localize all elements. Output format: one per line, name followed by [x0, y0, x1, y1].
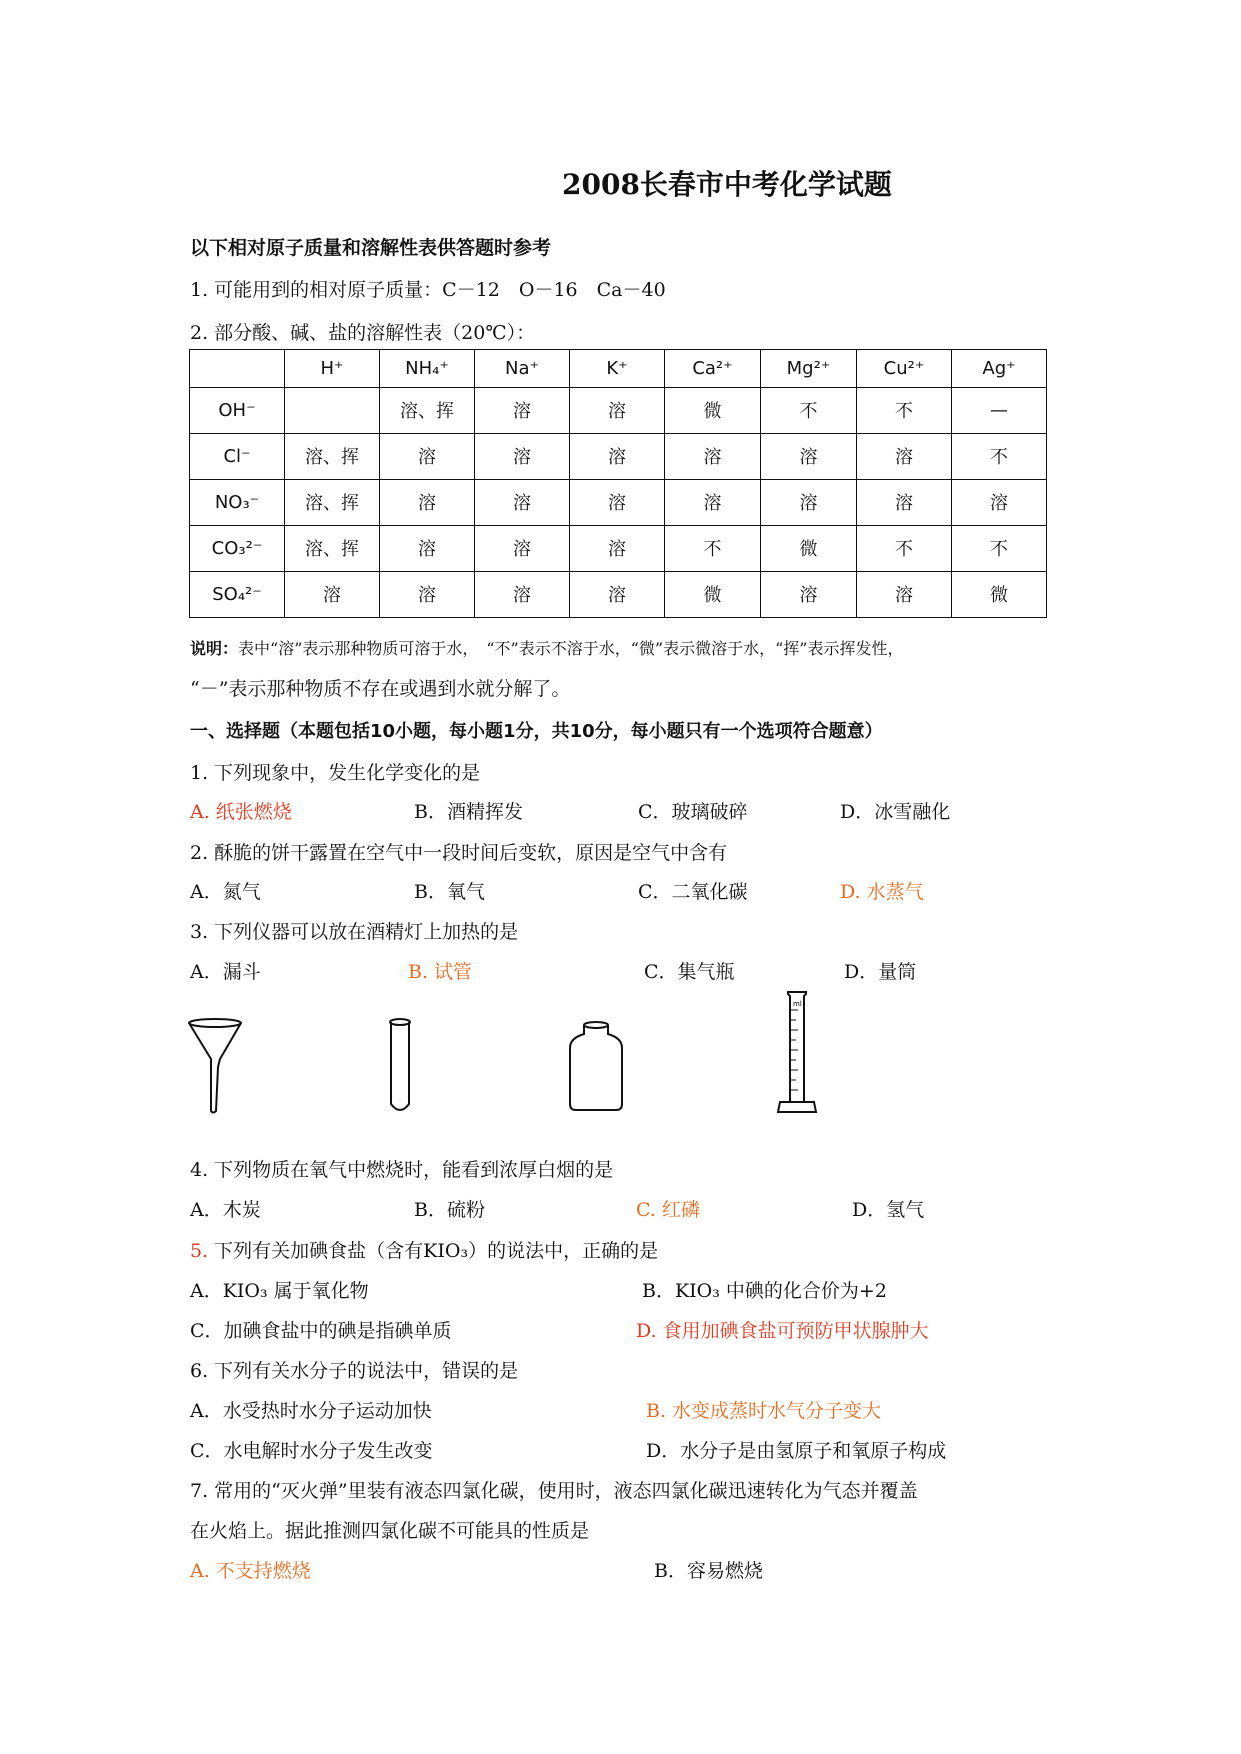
table-cell: 溶 — [857, 479, 952, 525]
table-cell — [285, 387, 380, 433]
question-6-stem: 6. 下列有关水分子的说法中，错误的是 — [190, 1360, 519, 1382]
question-2-option-b: B．氧气 — [414, 881, 485, 903]
item-1: 1. 可能用到的相对原子质量：C－12 O－16 Ca－40 — [190, 279, 666, 301]
graduated-cylinder-icon — [776, 990, 822, 1116]
table-cell: 不 — [665, 525, 761, 571]
table-cell: 溶 — [380, 571, 475, 617]
page-title: 2008长春市中考化学试题 — [562, 168, 892, 201]
table-cell: 溶、挥 — [285, 433, 380, 479]
table-header-cell: K⁺ — [570, 350, 665, 388]
table-cell: 溶 — [380, 525, 475, 571]
question-5-option-a: A．KIO₃ 属于氧化物 — [190, 1280, 369, 1302]
table-cell: 微 — [952, 571, 1047, 617]
intro-heading: 以下相对原子质量和溶解性表供答题时参考 — [190, 237, 552, 259]
section-1-heading: 一、选择题（本题包括10小题，每小题1分，共10分，每小题只有一个选项符合题意） — [190, 721, 883, 742]
question-4-option-d: D．氢气 — [852, 1199, 925, 1221]
table-cell: 溶 — [380, 479, 475, 525]
table-header-cell: Cu²⁺ — [857, 350, 952, 388]
question-2-stem: 2. 酥脆的饼干露置在空气中一段时间后变软，原因是空气中含有 — [190, 842, 728, 864]
table-cell: 溶、挥 — [285, 525, 380, 571]
table-cell: 溶 — [665, 479, 761, 525]
question-5-number: 5. — [190, 1240, 209, 1262]
table-cell: 溶 — [761, 479, 857, 525]
table-cell: 溶 — [475, 479, 570, 525]
table-cell: 溶、挥 — [380, 387, 475, 433]
table-cell: 微 — [665, 387, 761, 433]
table-cell: 溶 — [475, 571, 570, 617]
question-5-text: 下列有关加碘食盐（含有KIO₃）的说法中，正确的是 — [208, 1240, 659, 1262]
question-2-option-a: A．氮气 — [190, 881, 261, 903]
question-5-option-b: B．KIO₃ 中碘的化合价为+2 — [642, 1280, 887, 1302]
table-cell: 微 — [665, 571, 761, 617]
question-4-option-b: B．硫粉 — [414, 1199, 485, 1221]
table-header-cell: NH₄⁺ — [380, 350, 475, 388]
table-header-cell: Ca²⁺ — [665, 350, 761, 388]
table-cell: 微 — [761, 525, 857, 571]
question-2-option-d: D. 水蒸气 — [840, 881, 924, 903]
table-cell: 溶 — [570, 571, 665, 617]
question-6-option-d: D．水分子是由氢原子和氧原子构成 — [646, 1440, 947, 1462]
table-row-anion: OH⁻ — [190, 387, 285, 433]
item-2: 2. 部分酸、碱、盐的溶解性表（20℃）： — [190, 322, 536, 344]
question-3-option-c: C．集气瓶 — [644, 961, 735, 983]
table-header-cell: H⁺ — [285, 350, 380, 388]
table-row — [190, 433, 1047, 479]
question-7-option-b: B．容易燃烧 — [654, 1560, 763, 1582]
note-text: 表中“溶”表示那种物质可溶于水， “不”表示不溶于水，“微”表示微溶于水，“挥”表示挥发性， — [238, 639, 904, 658]
table-row — [190, 479, 1047, 525]
question-7-option-a: A. 不支持燃烧 — [190, 1560, 311, 1582]
test-tube-icon — [386, 1018, 414, 1116]
question-4-stem: 4. 下列物质在氧气中燃烧时，能看到浓厚白烟的是 — [190, 1159, 614, 1181]
table-cell: 溶 — [857, 571, 952, 617]
question-7-stem: 7. 常用的“灭火弹”里装有液态四氯化碳，使用时，液态四氯化碳迅速转化为气态并覆盖 — [190, 1480, 918, 1502]
table-header-cell: Mg²⁺ — [761, 350, 857, 388]
question-3-option-a: A．漏斗 — [190, 961, 261, 983]
gas-collecting-bottle-icon — [566, 1020, 626, 1112]
question-1-stem: 1. 下列现象中，发生化学变化的是 — [190, 762, 481, 784]
table-cell: — — [952, 387, 1047, 433]
table-note — [190, 636, 903, 659]
table-cell: 不 — [857, 525, 952, 571]
question-6-option-c: C．水电解时水分子发生改变 — [190, 1440, 433, 1462]
table-row — [190, 571, 1047, 617]
table-row-anion: NO₃⁻ — [190, 479, 285, 525]
table-cell: 溶、挥 — [285, 479, 380, 525]
table-header-cell — [190, 350, 285, 388]
table-cell: 不 — [857, 387, 952, 433]
question-3-option-b: B. 试管 — [408, 961, 473, 983]
question-2-option-c: C．二氧化碳 — [638, 881, 748, 903]
solubility-table — [189, 349, 1047, 618]
table-cell: 不 — [952, 433, 1047, 479]
question-4-option-c: C. 红磷 — [636, 1199, 700, 1221]
table-row — [190, 525, 1047, 571]
question-7-stem-line2: 在火焰上。据此推测四氯化碳不可能具的性质是 — [190, 1520, 590, 1542]
table-cell: 溶 — [570, 387, 665, 433]
table-cell: 不 — [952, 525, 1047, 571]
question-6-option-a: A．水受热时水分子运动加快 — [190, 1400, 432, 1422]
table-cell: 溶 — [857, 433, 952, 479]
cylinder-unit-label: ml — [793, 1000, 802, 1008]
table-cell: 不 — [761, 387, 857, 433]
question-1-option-c: C．玻璃破碎 — [638, 801, 748, 823]
question-4-option-a: A．木炭 — [190, 1199, 261, 1221]
table-header-row — [190, 350, 1047, 388]
table-cell: 溶 — [570, 525, 665, 571]
question-5-option-c: C．加碘食盐中的碘是指碘单质 — [190, 1320, 452, 1342]
table-cell: 溶 — [380, 433, 475, 479]
table-row — [190, 387, 1047, 433]
question-1-option-b: B．酒精挥发 — [414, 801, 523, 823]
question-3-stem: 3. 下列仪器可以放在酒精灯上加热的是 — [190, 921, 519, 943]
table-header-cell: Na⁺ — [475, 350, 570, 388]
table-row-anion: SO₄²⁻ — [190, 571, 285, 617]
table-cell: 溶 — [952, 479, 1047, 525]
table-cell: 溶 — [570, 433, 665, 479]
note-label: 说明： — [190, 639, 239, 658]
question-6-option-b: B. 水变成蒸时水气分子变大 — [646, 1400, 882, 1422]
question-3-option-d: D．量筒 — [844, 961, 917, 983]
question-1-option-a: A. 纸张燃烧 — [190, 801, 292, 823]
table-cell: 溶 — [570, 479, 665, 525]
question-5-stem — [190, 1236, 658, 1263]
table-cell: 溶 — [475, 387, 570, 433]
table-row-anion: Cl⁻ — [190, 433, 285, 479]
table-note-line2: “－”表示那种物质不存在或遇到水就分解了。 — [190, 678, 571, 700]
question-5-option-d: D. 食用加碘食盐可预防甲状腺肿大 — [636, 1320, 929, 1342]
table-cell: 溶 — [285, 571, 380, 617]
table-cell: 溶 — [475, 433, 570, 479]
table-cell: 溶 — [761, 433, 857, 479]
table-cell: 溶 — [761, 571, 857, 617]
table-row-anion: CO₃²⁻ — [190, 525, 285, 571]
funnel-icon — [186, 1015, 246, 1115]
question-1-option-d: D．冰雪融化 — [840, 801, 951, 823]
table-cell: 溶 — [665, 433, 761, 479]
table-header-cell: Ag⁺ — [952, 350, 1047, 388]
table-cell: 溶 — [475, 525, 570, 571]
